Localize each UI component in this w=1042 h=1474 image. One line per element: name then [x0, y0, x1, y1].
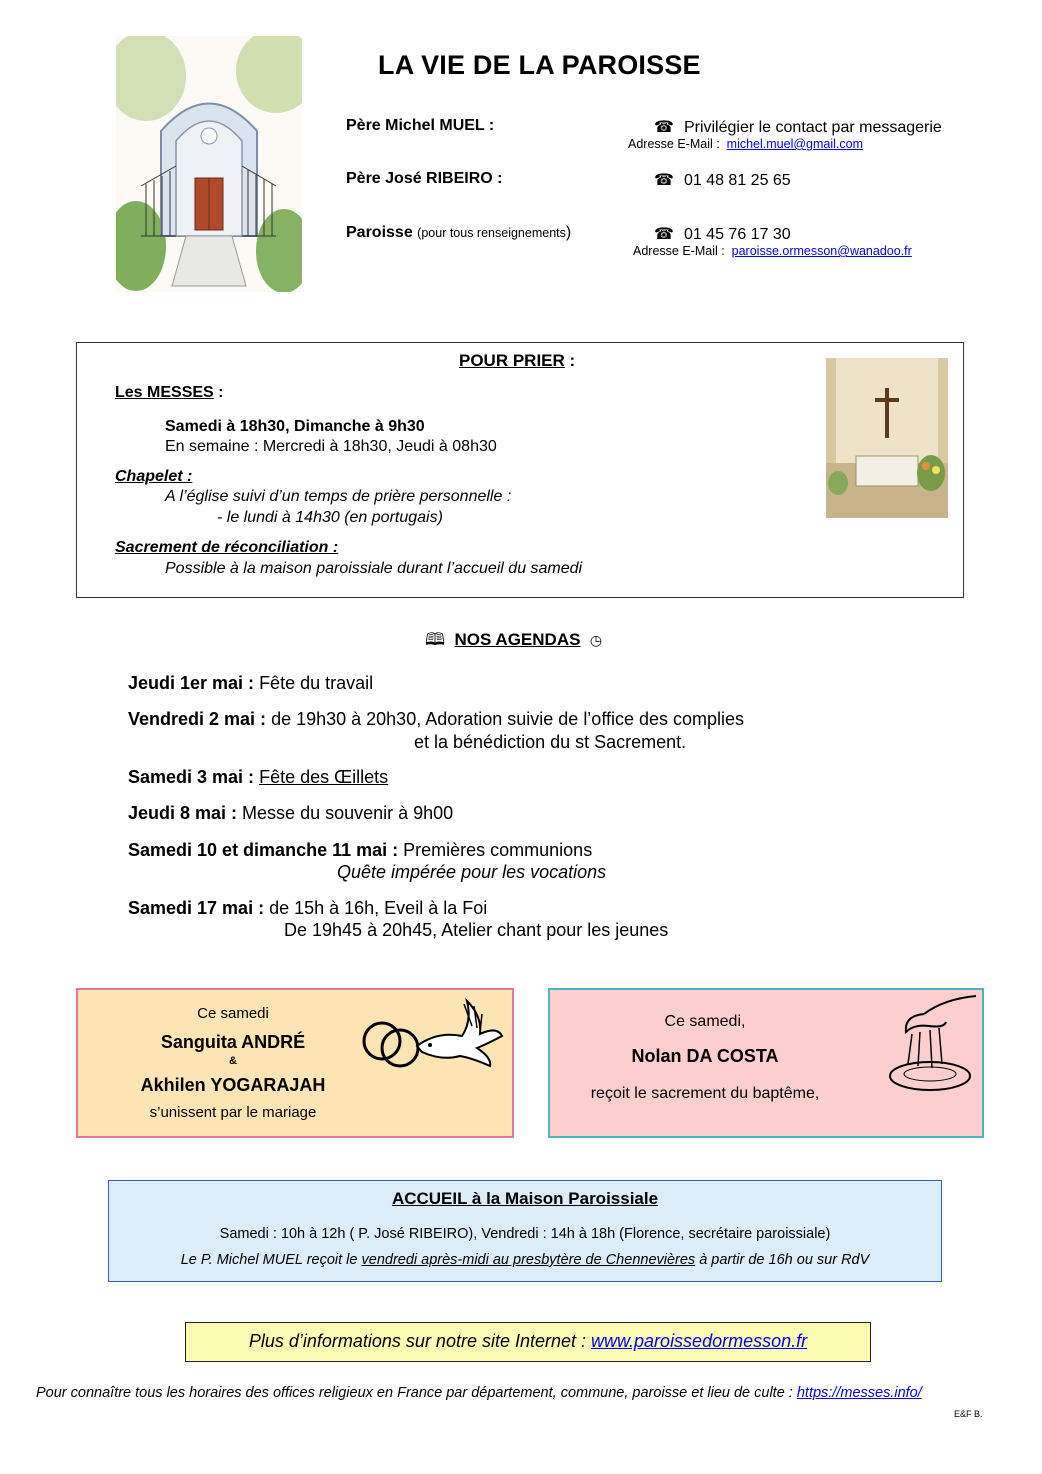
agenda-heading: NOS AGENDAS — [454, 630, 581, 649]
wedding-ampersand: & — [229, 1055, 237, 1067]
accueil-line-2: Le P. Michel MUEL reçoit le vendredi après-midi au presbytère de Chennevières à partir de 16h ou sur RdV — [180, 1252, 870, 1268]
phone-icon: ☎ — [654, 119, 674, 136]
church-illustration — [116, 36, 302, 292]
baptism-water-icon — [884, 994, 980, 1103]
wedding-intro: Ce samedi — [197, 1005, 269, 1022]
contact-name-muel: Père Michel MUEL : — [346, 117, 495, 134]
contact-phone-ribeiro: ☎ 01 48 81 25 65 — [654, 172, 791, 189]
agenda-item: Samedi 17 mai : de 15h à 16h, Eveil à la Foi — [128, 898, 488, 918]
book-icon: 🕮 — [425, 630, 446, 649]
contact-phone-muel: ☎ Privilégier le contact par messagerie — [654, 119, 942, 136]
wedding-name-2: Akhilen YOGARAJAH — [140, 1075, 326, 1095]
baptism-intro: Ce samedi, — [664, 1013, 746, 1030]
clock-icon: ◷ — [589, 632, 603, 648]
chapelet-line2: - le lundi à 14h30 (en portugais) — [217, 509, 443, 526]
info-text: Plus d’informations sur notre site Internet : www.paroissedormesson.fr — [248, 1331, 808, 1351]
contact-name-ribeiro: Père José RIBEIRO : — [346, 170, 503, 187]
email-link-muel[interactable]: michel.muel@gmail.com — [726, 137, 863, 151]
contact-phone-paroisse: ☎ 01 45 76 17 30 — [654, 226, 791, 243]
accueil-heading: ACCUEIL à la Maison Paroissiale — [391, 1189, 659, 1208]
agenda-item: Jeudi 8 mai : Messe du souvenir à 9h00 — [128, 803, 454, 823]
agenda-item-continuation: Quête impérée pour les vocations — [337, 862, 607, 882]
baptism-name: Nolan DA COSTA — [631, 1046, 779, 1066]
phone-icon: ☎ — [654, 226, 674, 243]
wedding-outro: s’unissent par le mariage — [149, 1104, 317, 1121]
page-title: LA VIE DE LA PAROISSE — [378, 50, 701, 80]
agenda-item-continuation: et la bénédiction du st Sacrement. — [414, 732, 687, 752]
altar-photo — [826, 358, 948, 518]
agenda-item-continuation: De 19h45 à 20h45, Atelier chant pour les jeunes — [284, 920, 669, 940]
contact-email-muel: Adresse E-Mail : michel.muel@gmail.com — [628, 137, 863, 151]
contact-email-paroisse: Adresse E-Mail : paroisse.ormesson@wanadoo.fr — [633, 244, 912, 258]
messes-label: Les MESSES : — [115, 384, 224, 401]
agenda-item: Samedi 10 et dimanche 11 mai : Premières communions — [128, 840, 593, 860]
contact-name-paroisse: Paroisse (pour tous renseignements) — [346, 224, 572, 241]
email-link-paroisse[interactable]: paroisse.ormesson@wanadoo.fr — [731, 244, 912, 258]
baptism-outro: reçoit le sacrement du baptême, — [590, 1085, 820, 1102]
agenda-item: Vendredi 2 mai : de 19h30 à 20h30, Adoration suivie de l’office des complies — [128, 709, 745, 729]
rings-dove-icon — [352, 996, 512, 1101]
sacrement-line: Possible à la maison paroissiale durant l’accueil du samedi — [165, 560, 583, 577]
website-link[interactable]: www.paroissedormesson.fr — [591, 1331, 808, 1351]
messes-week: En semaine : Mercredi à 18h30, Jeudi à 08h30 — [165, 438, 497, 455]
messes-info-link[interactable]: https://messes.info/ — [796, 1385, 922, 1401]
footer-credit: E&F B. — [954, 1409, 983, 1419]
chapelet-label: Chapelet : — [115, 468, 193, 485]
footer-text: Pour connaître tous les horaires des offices religieux en France par département, commune, paroisse et lieu de culte : https://messes.info/ — [36, 1385, 922, 1401]
chapelet-line1: A l’église suivi d’un temps de prière personnelle : — [165, 488, 512, 505]
prayer-heading: POUR PRIER : — [459, 351, 576, 370]
wedding-name-1: Sanguita ANDRÉ — [160, 1032, 306, 1052]
agenda-item: Samedi 3 mai : Fête des Œillets — [128, 767, 389, 787]
accueil-line-1: Samedi : 10h à 12h ( P. José RIBEIRO), Vendredi : 14h à 18h (Florence, secrétaire paroissiale) — [219, 1226, 831, 1242]
agenda-heading-row — [425, 627, 602, 656]
messes-weekend: Samedi à 18h30, Dimanche à 9h30 — [165, 418, 425, 435]
phone-icon: ☎ — [654, 172, 674, 189]
sacrement-label: Sacrement de réconciliation : — [115, 539, 339, 556]
agenda-item: Jeudi 1er mai : Fête du travail — [128, 673, 374, 693]
